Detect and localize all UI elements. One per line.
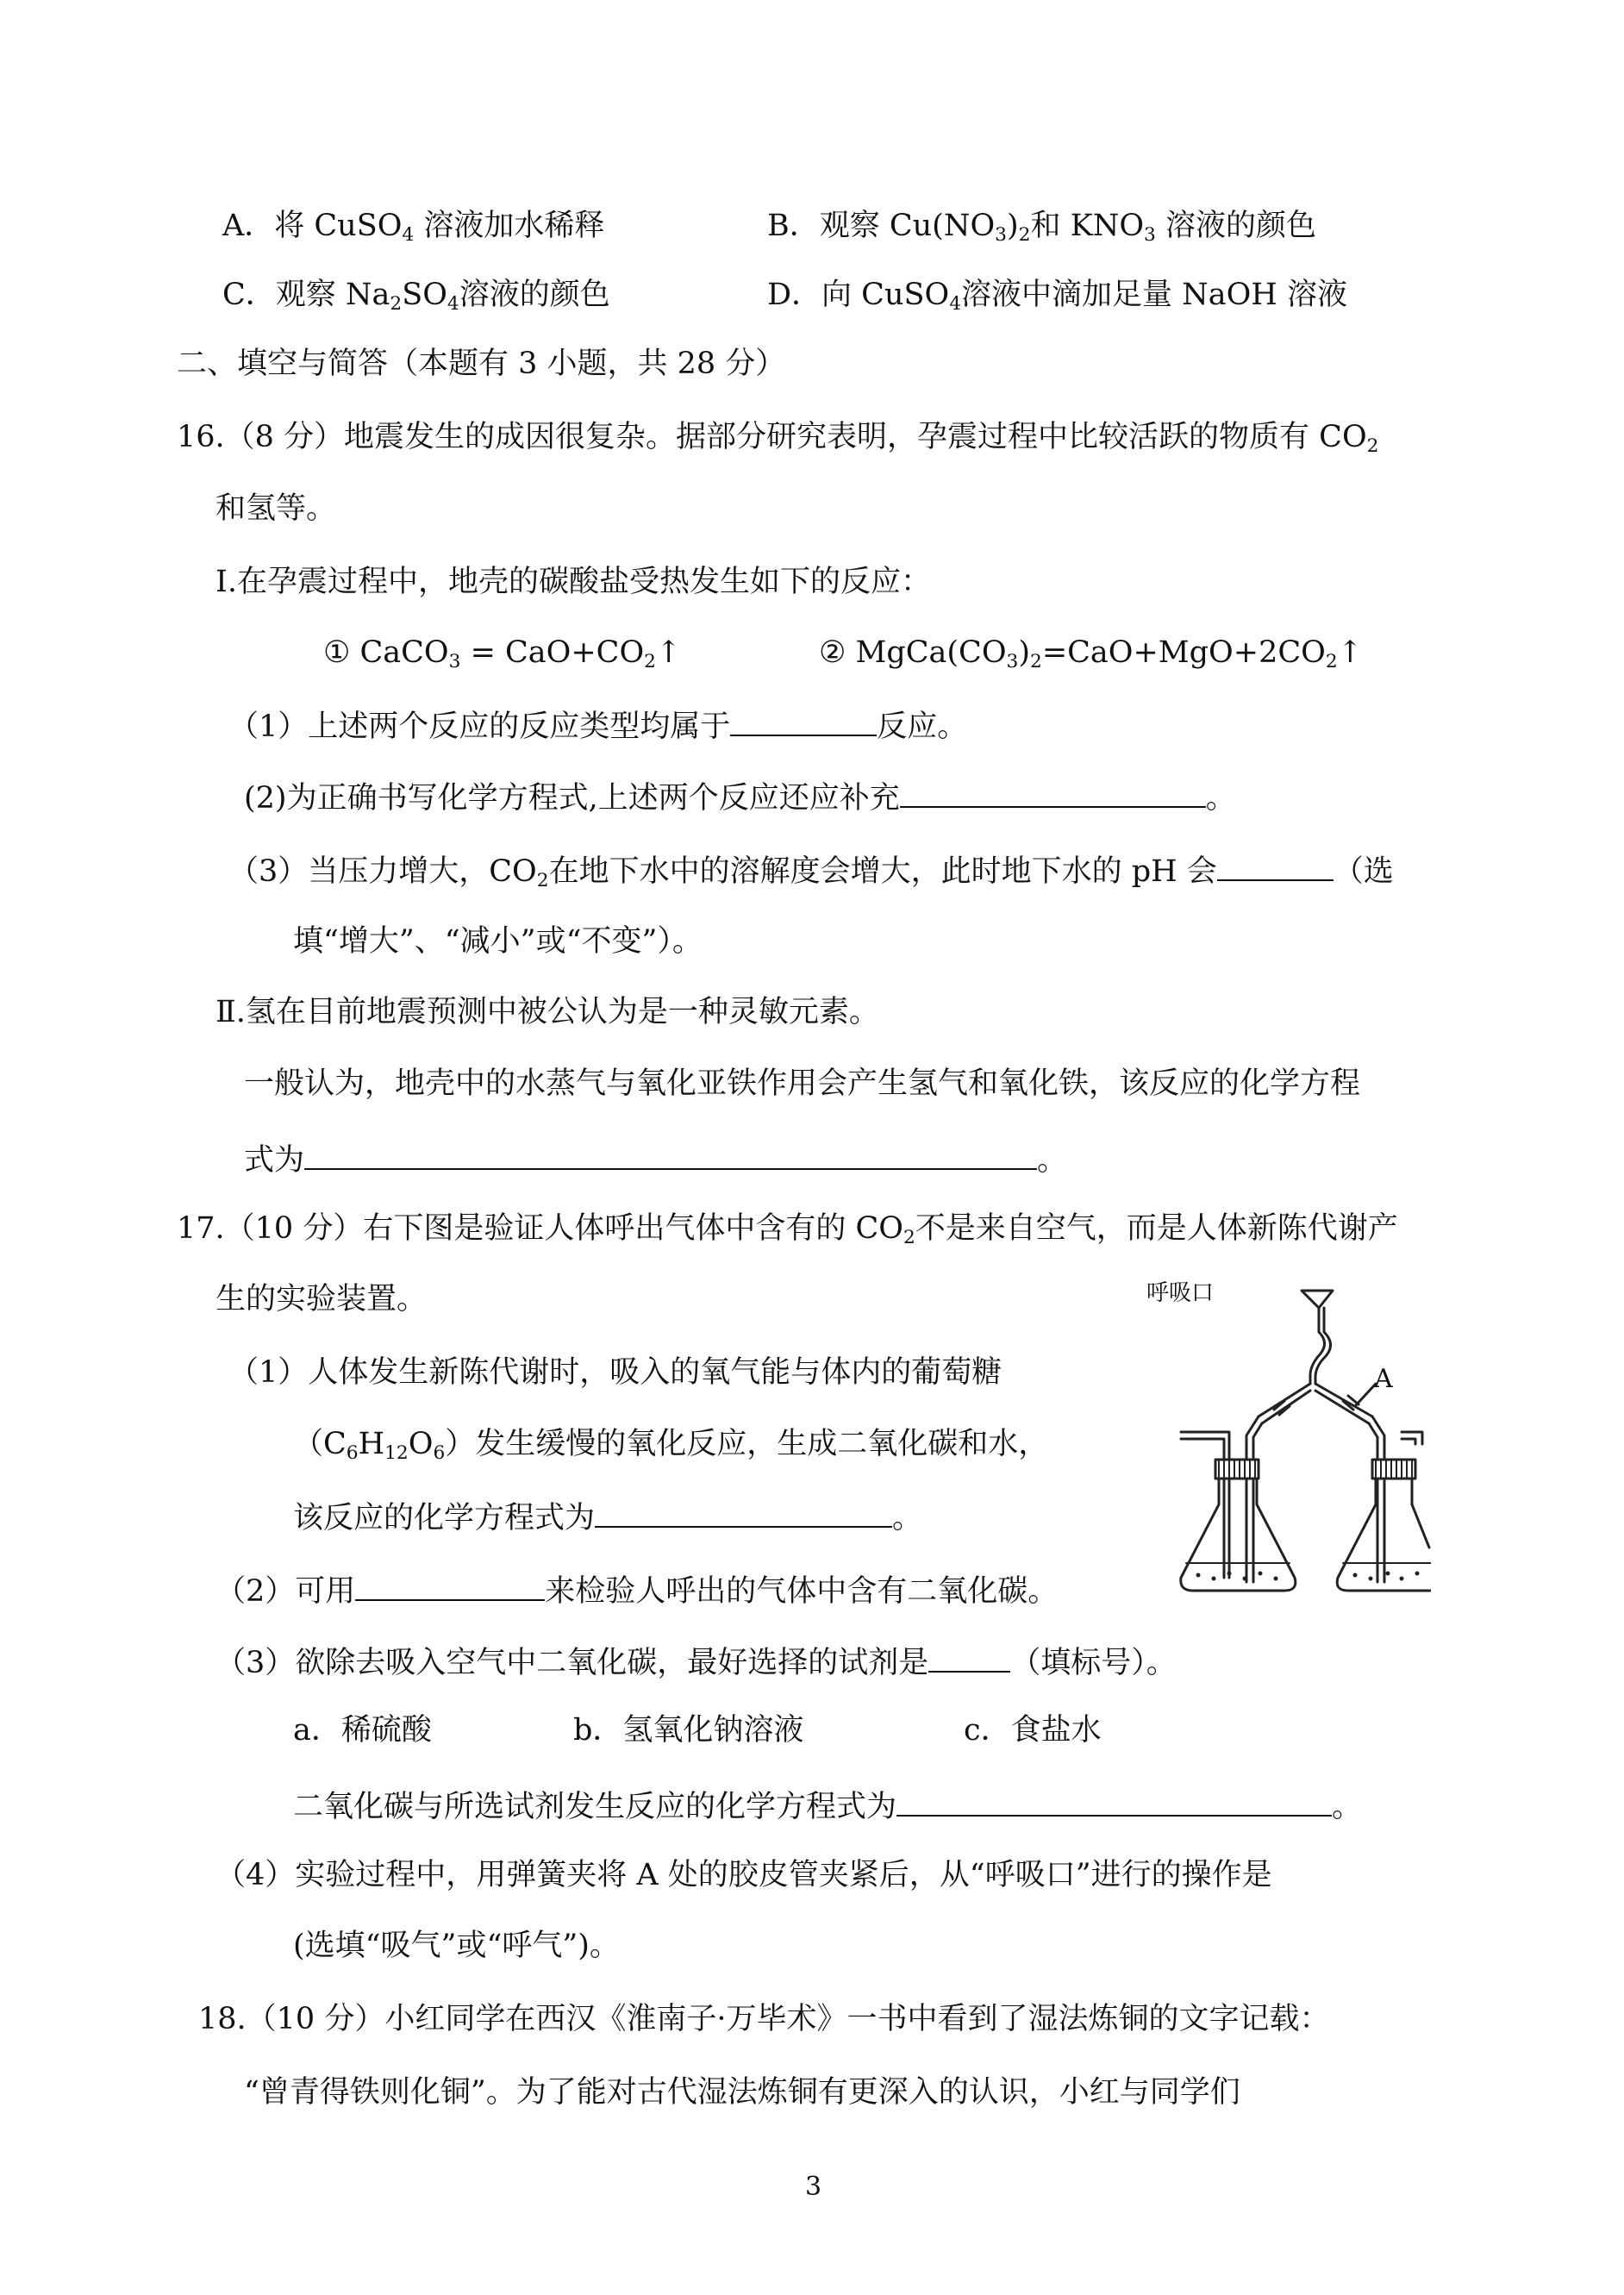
clamp-point-label: A [1374, 1364, 1393, 1394]
apparatus-figure [1146, 1272, 1431, 1617]
answer-blank[interactable] [730, 709, 877, 736]
answer-blank[interactable] [304, 1142, 1037, 1170]
q16-question-3: （3）当压力增大，$CO_2$在地下水中的溶解度会增大，此时地下水的 pH 会 （选 [228, 854, 1394, 892]
q16-equation-1: ① CaCO$_3$ = $CaO+CO_2↑$ [323, 635, 682, 673]
q16-question-3-cont: 填“增大”、“减小”或“不变”）。 [293, 924, 703, 959]
option-c: C．观察 $Na_2SO_4$溶液的颜色 [222, 278, 610, 316]
q17-option-b: b．氢氧化钠溶液 [573, 1713, 804, 1748]
section-title: 二、填空与简答（本题有 3 小题，共 28 分） [177, 347, 786, 381]
page-number: 3 [805, 2172, 822, 2202]
answer-blank[interactable] [595, 1500, 892, 1528]
answer-blank[interactable] [928, 1645, 1010, 1673]
q16-question-1: （1）上述两个反应的反应类型均属于 反应。 [228, 710, 968, 744]
answer-blank[interactable] [896, 1789, 1332, 1817]
q16-question-2: (2)为正确书写化学方程式,上述两个反应还应补充 。 [244, 781, 1236, 816]
q17-question-1-formula: $(C_6H_{12}O_6)$发生缓慢的氧化反应，生成二氧化碳和水， [293, 1427, 1049, 1465]
q16-part2-title: Ⅱ.氢在目前地震预测中被公认为是一种灵敏元素。 [215, 995, 879, 1029]
q17-question-1-equation: 该反应的化学方程式为 。 [293, 1501, 923, 1535]
q16-stem-line1: 16.（8 分）地震发生的成因很复杂。据部分研究表明，孕震过程中比较活跃的物质有 $CO_2$ [177, 420, 1379, 458]
mouthpiece-label: 呼吸口 [1146, 1280, 1215, 1306]
apparatus-diagram [1172, 1272, 1431, 1617]
answer-blank[interactable] [900, 780, 1206, 808]
q17-question-2: （2）可用 来检验人呼出的气体中含有二氧化碳。 [215, 1574, 1059, 1609]
answer-blank[interactable] [1217, 854, 1334, 881]
q16-equation-2: ② $MgCa(CO_3)_2=CaO+MgO+2CO_2↑$ [819, 635, 1363, 673]
q16-stem-line2: 和氢等。 [215, 491, 337, 526]
q17-stem-line1: 17.（10 分）右下图是验证人体呼出气体中含有的 $CO_2$不是来自空气，而是人体新陈代谢产 [177, 1211, 1398, 1249]
q18-line2: “曾青得铁则化铜”。为了能对古代湿法炼铜有更深入的认识，小红与同学们 [244, 2075, 1240, 2110]
q16-part2-line2: 式为 。 [244, 1143, 1068, 1178]
q16-part2-line1: 一般认为，地壳中的水蒸气与氧化亚铁作用会产生氢气和氧化铁，该反应的化学方程 [244, 1066, 1361, 1101]
q17-question-3-equation: 二氧化碳与所选试剂发生反应的化学方程式为 。 [293, 1790, 1363, 1824]
q17-question-4-cont: (选填“吸气”或“呼气”)。 [293, 1929, 620, 1963]
option-a: A．将 CuSO$_4$ 溶液加水稀释 [222, 209, 605, 247]
option-b: B．观察 $Cu(NO_3)_2$和 $KNO_3$ 溶液的颜色 [767, 209, 1316, 247]
answer-blank[interactable] [355, 1573, 545, 1601]
option-d: D．向 CuSO$_4$溶液中滴加足量 NaOH 溶液 [767, 278, 1347, 316]
q16-part1-title: Ⅰ.在孕震过程中，地壳的碳酸盐受热发生如下的反应： [215, 565, 931, 599]
q18-line1: 18.（10 分）小红同学在西汉《淮南子·万毕术》一书中看到了湿法炼铜的文字记载： [198, 2002, 1330, 2036]
q17-question-3: （3）欲除去吸入空气中二氧化碳，最好选择的试剂是 （填标号）。 [215, 1646, 1177, 1680]
q17-stem-line2: 生的实验装置。 [215, 1282, 428, 1316]
q17-question-4: （4）实验过程中，用弹簧夹将 A 处的胶皮管夹紧后，从“呼吸口”进行的操作是 [215, 1858, 1272, 1892]
q17-option-c: c．食盐水 [964, 1713, 1102, 1748]
q17-option-a: a．稀硫酸 [293, 1713, 432, 1748]
q17-question-1: （1）人体发生新陈代谢时，吸入的氧气能与体内的葡萄糖 [228, 1355, 1003, 1390]
